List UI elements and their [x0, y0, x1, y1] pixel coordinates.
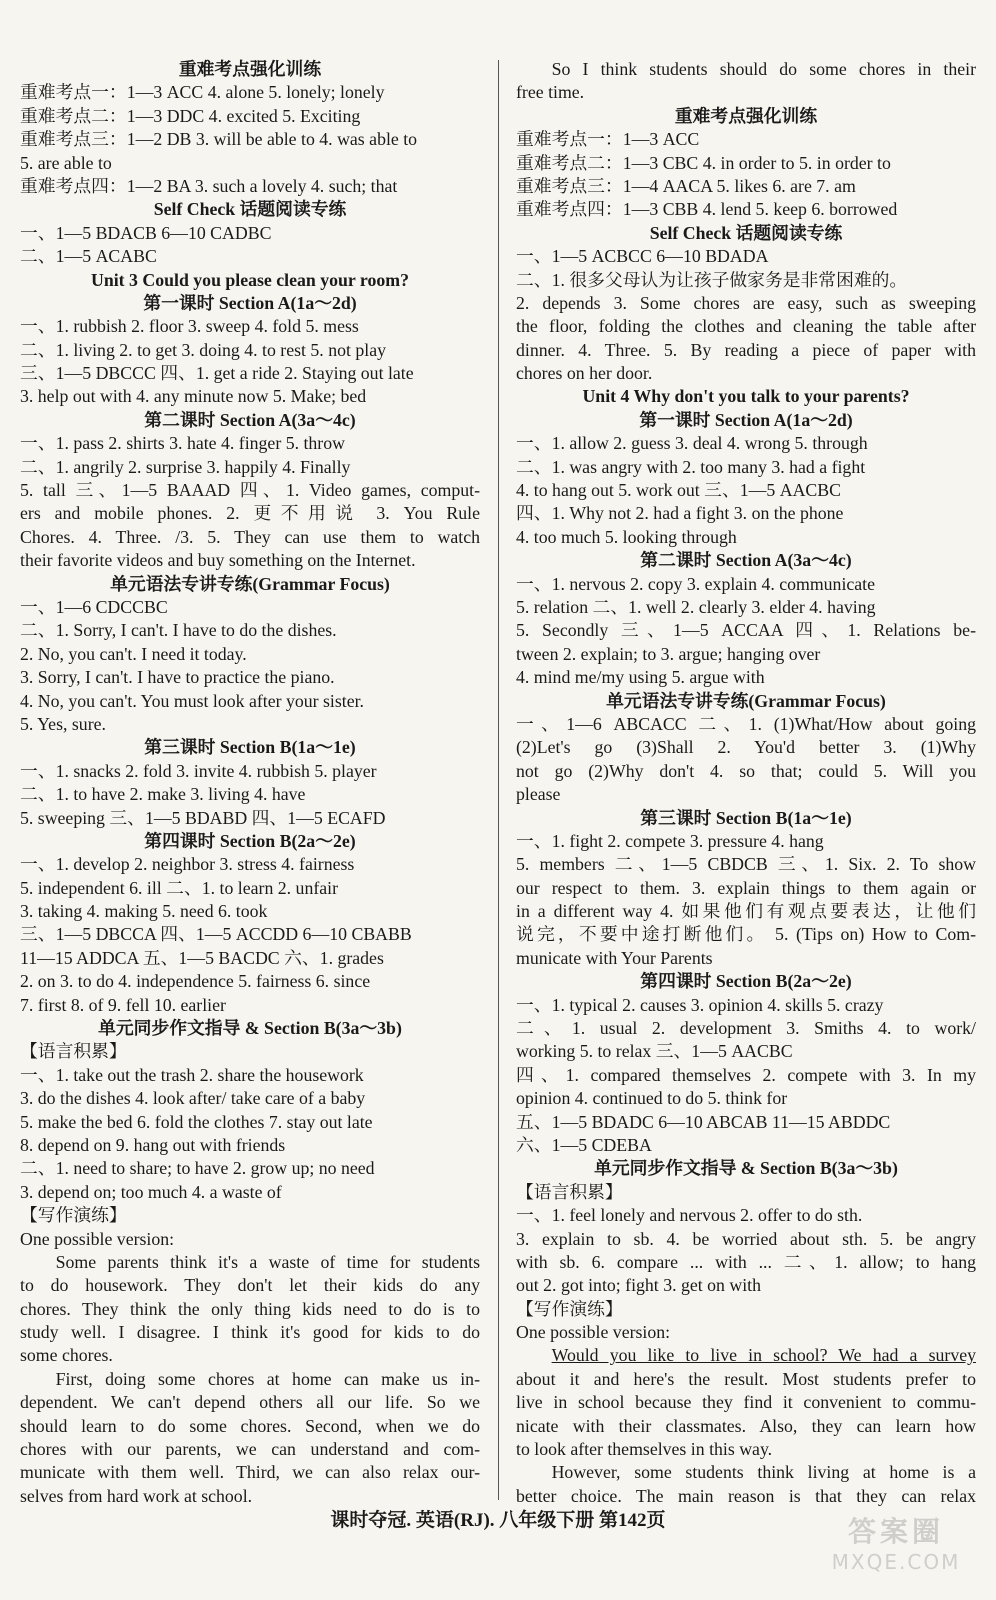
line-text: study well. I disagree. I think it's good for kids to do [20, 1322, 480, 1343]
answer-line [516, 1111, 976, 1134]
line-text: 4. No, you can't. You must look after your sister. [20, 690, 364, 711]
line-text: 8. depend on 9. hang out with friends [20, 1134, 286, 1155]
answer-line [516, 994, 976, 1017]
section-heading [516, 222, 976, 245]
line-text: 【写作演练】 [20, 1205, 127, 1226]
answer-line [516, 1251, 976, 1274]
line-text: 二、1. was angry with 2. too many 3. had a fight [516, 456, 866, 477]
answer-line [20, 479, 480, 502]
right-column [516, 58, 976, 1508]
line-text: 5. independent 6. ill 二、1. to learn 2. unfair [20, 877, 339, 898]
answer-line [20, 315, 480, 338]
answer-line [516, 152, 976, 175]
answer-line [20, 994, 480, 1017]
answer-line [20, 385, 480, 408]
answer-line [516, 1134, 976, 1157]
answer-line [20, 502, 480, 525]
answer-line [20, 807, 480, 830]
answer-line [516, 198, 976, 221]
line-text: 5. sweeping 三、1—5 BDABD 四、1—5 ECAFD [20, 807, 386, 828]
section-heading [516, 549, 976, 572]
section-heading [20, 409, 480, 432]
line-text: 4. to hang out 5. work out 三、1—5 AACBC [516, 480, 842, 501]
line-text: 4. too much 5. looking through [516, 526, 737, 547]
line-text: 第一课时 Section A(1a～2d) [143, 292, 357, 313]
line-text: please [516, 784, 561, 805]
section-heading [20, 736, 480, 759]
answer-line [20, 1321, 480, 1344]
line-text: 5. make the bed 6. fold the clothes 7. stay out late [20, 1111, 373, 1132]
answer-line [516, 1368, 976, 1391]
line-text: 3. help out with 4. any minute now 5. Make; bed [20, 386, 367, 407]
line-text: nicate with their classmates. Also, they can learn how [516, 1415, 976, 1436]
line-text: 重难考点四：1—2 BA 3. such a lovely 4. such; that [20, 175, 398, 196]
line-text: the floor, folding the clothes and cleaning the table after [516, 316, 976, 337]
column-divider [498, 60, 499, 1500]
answer-line [516, 1298, 976, 1321]
line-text: 重难考点强化训练 [178, 59, 322, 79]
line-text: 一、1—6 ABCACC 二、1. (1)What/How about going [516, 713, 976, 734]
answer-line [20, 526, 480, 549]
line-text: 二、1. living 2. to get 3. doing 4. to rest 5. not play [20, 339, 386, 360]
line-text: to look after themselves in this way. [516, 1439, 773, 1460]
line-text: 重难考点二：1—3 DDC 4. excited 5. Exciting [20, 105, 361, 126]
line-text: in a different way 4. 如果他们有观点要表达，让他们 [516, 901, 976, 922]
line-text: 5. tall 三、1—5 BAAAD 四、1. Video games, comput- [20, 480, 480, 501]
line-text: 5. are able to [20, 152, 112, 173]
line-text: 一、1. allow 2. guess 3. deal 4. wrong 5. through [516, 433, 868, 454]
line-text: 5. Secondly 三、1—5 ACCAA 四、1. Relations be- [516, 620, 976, 641]
answer-line [20, 339, 480, 362]
line-text: 二、1. need to share; to have 2. grow up; no need [20, 1158, 375, 1179]
answer-line [20, 222, 480, 245]
answer-line [516, 81, 976, 104]
page-footer: 课时夺冠. 英语(RJ). 八年级下册 第142页 [330, 1510, 666, 1531]
answer-line [516, 128, 976, 151]
answer-line [20, 549, 480, 572]
answer-line [516, 1274, 976, 1297]
answer-line [516, 1017, 976, 1040]
line-text: However, some students think living at home is a [551, 1462, 976, 1483]
line-text: 四、1. Why not 2. had a fight 3. on the phone [516, 503, 844, 524]
answer-line [20, 1157, 480, 1180]
line-text: Chores. 4. Three. /3. 5. They can use them to watch [20, 526, 480, 547]
answer-line [516, 1415, 976, 1438]
line-text: 说完，不要中途打断他们。 5. (Tips on) How to Com- [516, 924, 976, 945]
line-text: 11—15 ADDCA 五、1—5 BACDC 六、1. grades [20, 947, 384, 968]
answer-line [516, 1204, 976, 1227]
section-heading [516, 385, 976, 408]
answer-line [516, 619, 976, 642]
answer-line [20, 432, 480, 455]
line-text: 一、1—6 CDCCBC [20, 596, 168, 617]
answer-line [516, 853, 976, 876]
answer-line [516, 736, 976, 759]
answer-line [20, 1228, 480, 1251]
answer-line [20, 175, 480, 198]
answer-line [20, 1064, 480, 1087]
answer-line [516, 502, 976, 525]
answer-line [516, 900, 976, 923]
line-text: Unit 4 Why don't you talk to your parents? [582, 386, 910, 407]
answer-line [20, 643, 480, 666]
line-text: 【语言积累】 [516, 1181, 623, 1202]
line-text: 3. do the dishes 4. look after/ take care of a baby [20, 1088, 366, 1109]
line-text: 2. on 3. to do 4. independence 5. fairness 6. since [20, 971, 371, 992]
line-text: Some parents think it's a waste of time for students [55, 1251, 480, 1272]
line-text: 第四课时 Section B(2a～2e) [640, 971, 852, 992]
line-text: to do housework. They don't let their kids do any [20, 1275, 480, 1296]
line-text: 【语言积累】 [20, 1041, 127, 1062]
line-text: 一、1. take out the trash 2. share the housework [20, 1064, 364, 1085]
answer-line [516, 479, 976, 502]
line-text: 二、1. angrily 2. surprise 3. happily 4. Finally [20, 456, 351, 477]
line-text: 重难考点一：1—3 ACC 4. alone 5. lonely; lonely [20, 82, 385, 103]
line-text: 三、1—5 DBCCA 四、1—5 ACCDD 6—10 CBABB [20, 924, 412, 945]
answer-line [516, 526, 976, 549]
answer-line [20, 1087, 480, 1110]
answer-line [20, 1298, 480, 1321]
answer-line [20, 1461, 480, 1484]
line-text: 第一课时 Section A(1a～2d) [639, 409, 853, 430]
line-text: 二、1. usual 2. development 3. Smiths 4. to work/ [516, 1018, 976, 1039]
line-text: live in school because they find it convenient to commu- [516, 1392, 976, 1413]
answer-line [516, 432, 976, 455]
answer-line [20, 1204, 480, 1227]
line-text: 一、1—5 BDACB 6—10 CADBC [20, 222, 272, 243]
answer-line [20, 1251, 480, 1274]
answer-line [516, 1040, 976, 1063]
answer-line [20, 783, 480, 806]
line-text: 5. relation 二、1. well 2. clearly 3. elder 4. having [516, 596, 876, 617]
line-text: Would you like to live in school? We had a survey [551, 1345, 976, 1366]
line-text: 二、1—5 ACABC [20, 246, 157, 267]
line-text: 第四课时 Section B(2a～2e) [144, 830, 356, 851]
answer-line [516, 1438, 976, 1461]
section-heading [20, 292, 480, 315]
line-text: 单元同步作文指导 & Section B(3a～3b) [594, 1158, 898, 1179]
section-heading [516, 970, 976, 993]
line-text: 第三课时 Section B(1a～1e) [640, 807, 852, 828]
section-heading [516, 409, 976, 432]
answer-line [516, 1181, 976, 1204]
answer-line [516, 666, 976, 689]
answer-line [516, 643, 976, 666]
section-heading [20, 1017, 480, 1040]
line-text: 六、1—5 CDEBA [516, 1134, 652, 1155]
answer-line [516, 877, 976, 900]
line-text: 5. Yes, sure. [20, 713, 106, 734]
line-text: 二、1. 很多父母认为让孩子做家务是非常困难的。 [516, 269, 908, 290]
line-text: Unit 3 Could you please clean your room? [91, 269, 409, 290]
answer-line [516, 830, 976, 853]
section-heading [20, 573, 480, 596]
line-text: 一、1. snacks 2. fold 3. invite 4. rubbish 5. player [20, 760, 377, 781]
line-text: with sb. 6. compare ... with ... 二、1. allow; to hang [516, 1251, 976, 1272]
answer-line [20, 690, 480, 713]
line-text: selves from hard work at school. [20, 1485, 253, 1506]
answer-line [516, 362, 976, 385]
answer-line [516, 1321, 976, 1344]
answer-line [20, 1134, 480, 1157]
line-text: working 5. to relax 三、1—5 AACBC [516, 1041, 793, 1062]
answer-line [20, 877, 480, 900]
line-text: 重难考点强化训练 [674, 105, 818, 126]
answer-line [516, 1391, 976, 1414]
answer-line [516, 1064, 976, 1087]
line-text: 重难考点三：1—2 DB 3. will be able to 4. was able to [20, 129, 418, 150]
line-text: 重难考点一：1—3 ACC [516, 129, 700, 150]
answer-line [20, 81, 480, 104]
line-text: 3. depend on; too much 4. a waste of [20, 1181, 282, 1202]
answer-line [20, 1415, 480, 1438]
line-text: 单元同步作文指导 & Section B(3a～3b) [98, 1018, 402, 1039]
answer-line [20, 1391, 480, 1414]
line-text: 2. No, you can't. I need it today. [20, 643, 247, 664]
line-text: 5. members 二、1—5 CBDCB 三、1. Six. 2. To show [516, 854, 976, 875]
left-column [20, 58, 480, 1508]
line-text: municate with them well. Third, we can also relax our- [20, 1462, 480, 1483]
line-text: Self Check 话题阅读专练 [649, 222, 843, 243]
line-text: tween 2. explain; to 3. argue; hanging over [516, 643, 821, 664]
line-text: chores. They think the only thing kids need to do is to [20, 1298, 480, 1319]
answer-line [20, 245, 480, 268]
line-text: their favorite videos and buy something on the Internet. [20, 550, 416, 571]
answer-line [516, 596, 976, 619]
line-text: One possible version: [516, 1322, 671, 1343]
line-text: 一、1. develop 2. neighbor 3. stress 4. fairness [20, 854, 355, 875]
answer-line [516, 456, 976, 479]
line-text: 重难考点二：1—3 CBC 4. in order to 5. in order to [516, 152, 891, 173]
answer-line [20, 1111, 480, 1134]
answer-line [516, 1344, 976, 1367]
line-text: First, doing some chores at home can make us in- [55, 1368, 480, 1389]
line-text: dependent. We can't depend others all our life. So we [20, 1392, 480, 1413]
answer-line [20, 619, 480, 642]
line-text: out 2. got into; fight 3. get on with [516, 1275, 761, 1296]
answer-line [516, 175, 976, 198]
section-heading [20, 58, 480, 81]
line-text: 一、1. fight 2. compete 3. pressure 4. hang [516, 830, 824, 851]
line-text: 二、1. Sorry, I can't. I have to do the dishes. [20, 620, 337, 641]
line-text: 4. mind me/my using 5. argue with [516, 667, 765, 688]
answer-line [20, 105, 480, 128]
line-text: Self Check 话题阅读专练 [153, 199, 347, 220]
answer-line [516, 923, 976, 946]
line-text: better choice. The main reason is that they can relax [516, 1485, 976, 1506]
answer-line [20, 900, 480, 923]
line-text: 3. Sorry, I can't. I have to practice the piano. [20, 667, 335, 688]
line-text: 一、1. rubbish 2. floor 3. sweep 4. fold 5. mess [20, 316, 359, 337]
section-heading [516, 105, 976, 128]
line-text: 第三课时 Section B(1a～1e) [144, 737, 356, 758]
line-text: 重难考点四：1—3 CBB 4. lend 5. keep 6. borrowed [516, 199, 898, 220]
answer-line [516, 245, 976, 268]
answer-line [20, 456, 480, 479]
line-text: 五、1—5 BDADC 6—10 ABCAB 11—15 ABDDC [516, 1111, 891, 1132]
answer-line [516, 58, 976, 81]
answer-line [20, 362, 480, 385]
answer-line [516, 339, 976, 362]
line-text: about it and here's the result. Most students prefer to [516, 1368, 976, 1389]
line-text: ers and mobile phones. 2. 更不用说 3. You Rule [20, 503, 480, 524]
answer-line [20, 596, 480, 619]
answer-line [20, 923, 480, 946]
line-text: 一、1. nervous 2. copy 3. explain 4. communicate [516, 573, 876, 594]
line-text: chores on her door. [516, 363, 653, 384]
section-heading [516, 1157, 976, 1180]
line-text: 7. first 8. of 9. fell 10. earlier [20, 994, 226, 1015]
line-text: 三、1—5 DBCCC 四、1. get a ride 2. Staying out late [20, 363, 414, 384]
line-text: should learn to do some chores. Second, when we do [20, 1415, 480, 1436]
section-heading [20, 830, 480, 853]
line-text: 二、1. to have 2. make 3. living 4. have [20, 784, 306, 805]
line-text: not go (2)Why don't 4. so that; could 5. Will you [516, 760, 976, 781]
answer-line [20, 1040, 480, 1063]
answer-line [516, 713, 976, 736]
section-heading [516, 690, 976, 713]
line-text: our respect to them. 3. explain things to them again or [516, 877, 976, 898]
line-text: 3. taking 4. making 5. need 6. took [20, 901, 268, 922]
line-text: 一、1. pass 2. shirts 3. hate 4. finger 5. throw [20, 433, 345, 454]
line-text: 第二课时 Section A(3a～4c) [144, 409, 356, 430]
line-text: 2. depends 3. Some chores are easy, such as sweeping [516, 292, 976, 313]
line-text: 【写作演练】 [516, 1298, 623, 1319]
answer-line [516, 315, 976, 338]
answer-line [20, 853, 480, 876]
watermark-url: MXQE.COM [831, 1550, 961, 1574]
answer-line [20, 947, 480, 970]
line-text: 一、1. typical 2. causes 3. opinion 4. skills 5. crazy [516, 994, 884, 1015]
watermark-text: 答案圈 [847, 1515, 944, 1548]
line-text: free time. [516, 82, 585, 103]
answer-line [516, 760, 976, 783]
answer-line [516, 292, 976, 315]
line-text: 单元语法专讲专练(Grammar Focus) [110, 573, 390, 594]
line-text: (2)Let's go (3)Shall 2. You'd better 3. (1)Why [516, 737, 976, 758]
answer-line [20, 970, 480, 993]
answer-line [516, 573, 976, 596]
line-text: 重难考点三：1—4 AACA 5. likes 6. are 7. am [516, 175, 856, 196]
answer-line [516, 1461, 976, 1484]
line-text: 第二课时 Section A(3a～4c) [640, 550, 852, 571]
section-heading [516, 807, 976, 830]
line-text: dinner. 4. Three. 5. By reading a piece of paper with [516, 339, 976, 360]
watermark-logo [816, 1510, 976, 1580]
line-text: One possible version: [20, 1228, 175, 1249]
answer-line [20, 666, 480, 689]
line-text: So I think students should do some chores in their [551, 59, 976, 79]
line-text: 一、1. feel lonely and nervous 2. offer to do sth. [516, 1205, 863, 1226]
answer-line [20, 1368, 480, 1391]
line-text: 一、1—5 ACBCC 6—10 BDADA [516, 246, 769, 267]
section-heading [20, 269, 480, 292]
answer-line [516, 947, 976, 970]
line-text: some chores. [20, 1345, 113, 1366]
answer-line [20, 1438, 480, 1461]
answer-line [516, 1087, 976, 1110]
line-text: municate with Your Parents [516, 947, 713, 968]
section-heading [20, 198, 480, 221]
answer-line [20, 1274, 480, 1297]
answer-line [20, 713, 480, 736]
line-text: chores with our parents, we can understand and com- [20, 1439, 480, 1460]
line-text: 单元语法专讲专练(Grammar Focus) [606, 690, 886, 711]
line-text: opinion 4. continued to do 5. think for [516, 1088, 788, 1109]
answer-line [516, 783, 976, 806]
answer-line [20, 1181, 480, 1204]
line-text: 四、1. compared themselves 2. compete with 3. In my [516, 1064, 976, 1085]
answer-line [516, 269, 976, 292]
answer-line [20, 1344, 480, 1367]
answer-line [20, 128, 480, 151]
answer-line [20, 152, 480, 175]
answer-line [20, 760, 480, 783]
answer-line [516, 1228, 976, 1251]
line-text: 3. explain to sb. 4. be worried about sth. 5. be angry [516, 1228, 976, 1249]
